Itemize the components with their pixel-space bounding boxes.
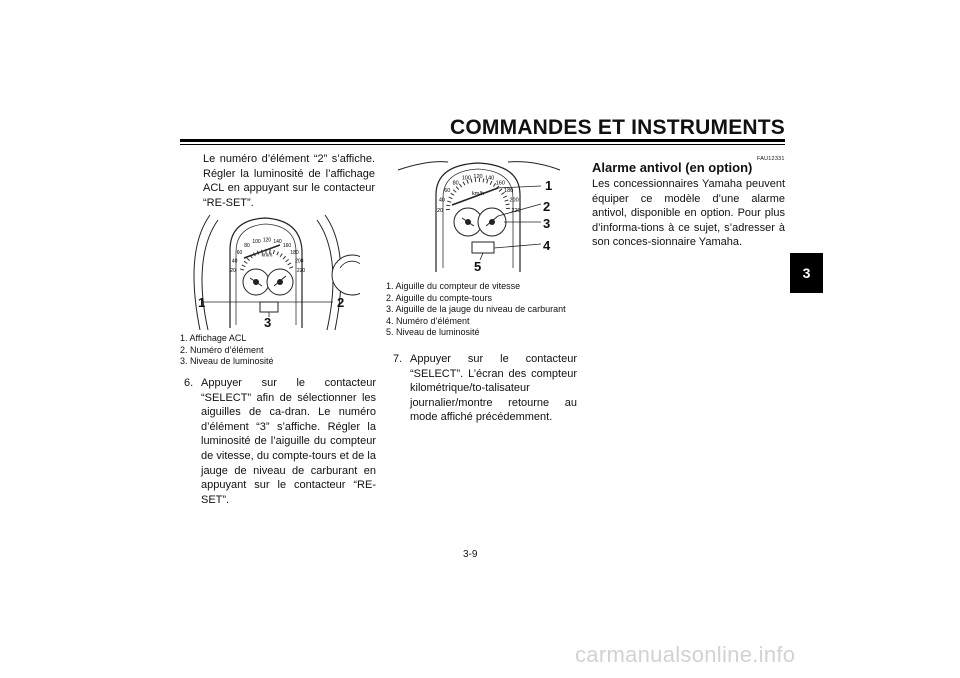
list-item: 3. Niveau de luminosité <box>180 356 274 367</box>
page-header-title: COMMANDES ET INSTRUMENTS <box>450 116 785 139</box>
dial-scale-label: 220 <box>296 268 306 274</box>
list-item: 5. Niveau de luminosité <box>386 327 480 338</box>
step-text: Appuyer sur le contacteur “SELECT” afin de sélectionner les aiguilles de ca-dran. Le numéro d’élément “3” s’affiche. Régler la luminosité de l’aiguille du compteur de vitesse, du compte-tours et de la jauge de niveau de carburant en appuyant sur le contacteur “RE-SET”. <box>201 377 376 506</box>
list-item: 3. Aiguille de la jauge du niveau de carburant <box>386 304 566 315</box>
figure2-legend <box>386 281 586 339</box>
callout-5: 5 <box>474 259 482 274</box>
dial-scale-label: 140 <box>273 238 282 245</box>
header-rule-thin <box>180 144 785 145</box>
section-heading: Alarme antivol (en option) <box>592 160 753 175</box>
step-number: 7. <box>393 353 403 365</box>
dial-scale-label: 180 <box>290 250 299 256</box>
dial-scale-label: 20 <box>436 208 444 214</box>
dial-scale-label: 40 <box>438 197 445 204</box>
dial-scale-label: 40 <box>231 258 238 265</box>
dial-scale-label: 180 <box>504 187 514 194</box>
step-6 <box>184 376 376 507</box>
list-item: 4. Numéro d’élément <box>386 315 470 326</box>
callout-3: 3 <box>264 315 272 330</box>
dial-scale-label: 60 <box>236 250 243 256</box>
header-rule-thick <box>180 139 785 142</box>
intro-paragraph: Le numéro d’élément “2” s’affiche. Régler la luminosité de l’affichage ACL en appuyant sur le contacteur “RE-SET”. <box>203 153 375 209</box>
dial-scale-label: 200 <box>295 258 304 265</box>
list-item: 1. Aiguille du compteur de vitesse <box>386 281 521 291</box>
dial-scale-label: 100 <box>461 175 471 182</box>
alarm-paragraph: Les concessionnaires Yamaha peuvent équiper ce modèle d’une alarme antivol, disponible en option. Pour plus d’informa-tions à ce sujet, s’adresser à son conces-sionnaire Yamaha. <box>592 178 785 249</box>
dial-scale-label: 80 <box>452 180 459 187</box>
dial-scale-label: 100 <box>252 238 261 245</box>
list-item: 2. Numéro d’élément <box>180 344 264 355</box>
dial-unit-label: km/h <box>261 252 273 259</box>
dial-scale-label: 160 <box>495 180 505 187</box>
step-number: 6. <box>184 377 194 389</box>
section-code: FAU12331 <box>757 156 785 162</box>
callout-3: 3 <box>543 216 551 231</box>
watermark: carmanualsonline.info <box>575 642 796 667</box>
chapter-tab: 3 <box>790 253 823 293</box>
callout-2: 2 <box>543 199 551 214</box>
speedometer-illustration-2 <box>388 160 568 275</box>
dial-scale-label: 120 <box>262 237 272 244</box>
page-number: 3-9 <box>463 549 478 560</box>
dial-scale-label: 160 <box>282 243 292 250</box>
callout-1: 1 <box>198 295 206 310</box>
dial-scale-label: 220 <box>511 208 521 214</box>
list-item: 2. Aiguille du compte-tours <box>386 292 493 303</box>
dial-scale-label: 20 <box>230 268 236 274</box>
list-item: 1. Affichage ACL <box>180 333 247 343</box>
dial-scale-label: 200 <box>509 197 519 204</box>
dial-scale-label: 60 <box>444 187 451 194</box>
callout-1: 1 <box>545 178 553 193</box>
speedometer-illustration-1 <box>180 210 360 330</box>
figure1-legend <box>180 333 380 368</box>
figure-instrument-1 <box>180 210 360 335</box>
dial-unit-label: km/h <box>472 190 484 197</box>
dial-scale-label: 140 <box>485 175 495 182</box>
dial-scale-label: 120 <box>473 173 483 180</box>
figure-instrument-2 <box>388 160 568 280</box>
dial-scale-label: 80 <box>244 243 250 250</box>
step-7 <box>393 352 577 425</box>
callout-4: 4 <box>543 238 551 253</box>
callout-2: 2 <box>337 295 345 310</box>
step-text: Appuyer sur le contacteur “SELECT”. L’écran des compteur kilométrique/to-talisateur journalier/montre retourne au mode affiché précédemment. <box>410 353 577 424</box>
